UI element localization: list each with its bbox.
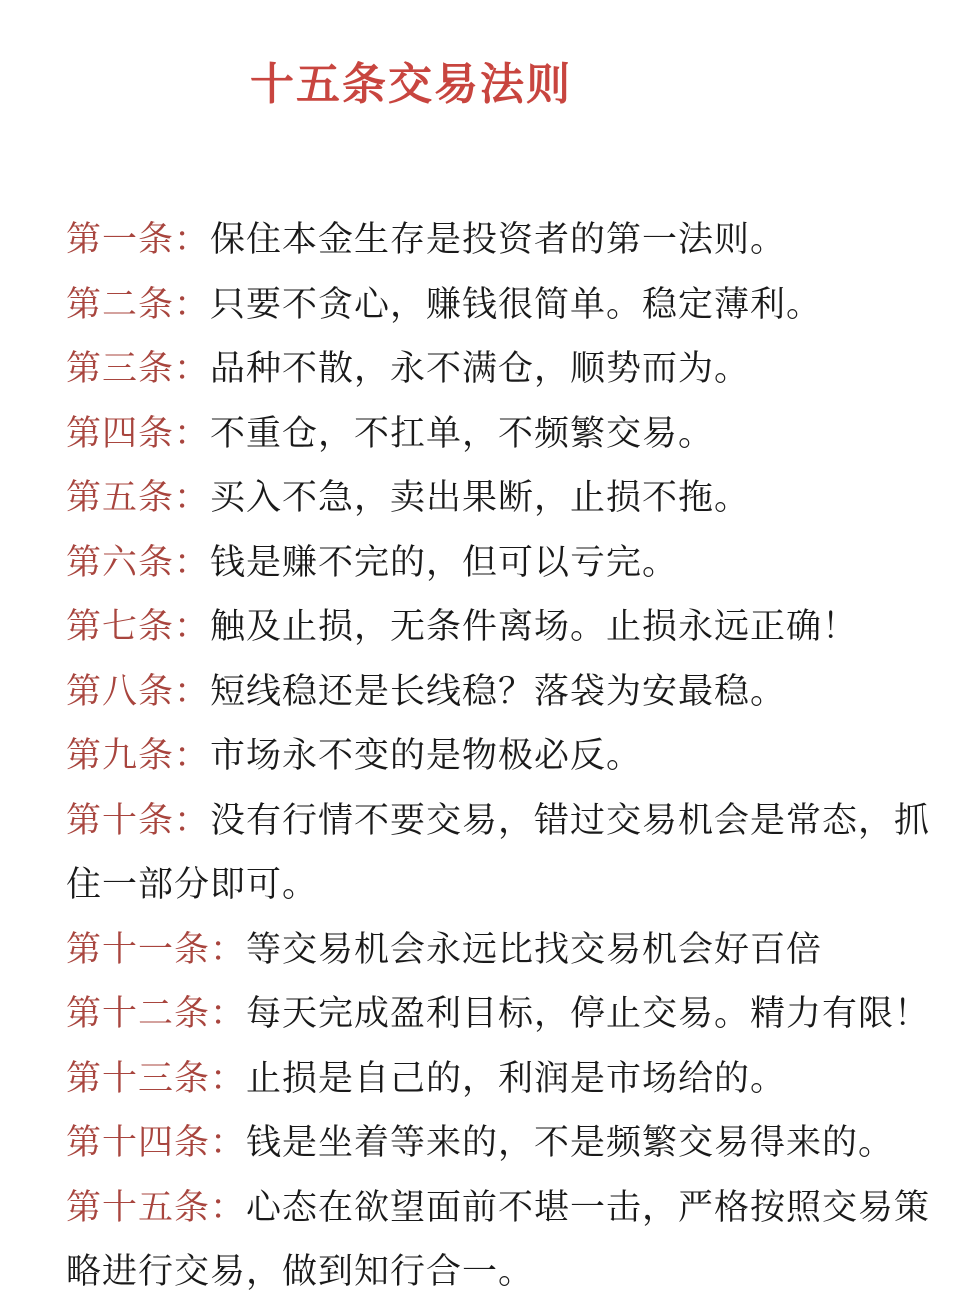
rule-item [66,982,946,1047]
rule-label: 第九条： [66,736,211,776]
page-title: 十五条交易法则 [250,59,572,110]
rule-label: 第十二条： [66,994,247,1034]
rule-text: 保住本金生存是投资者的第一法则。 [210,220,787,260]
rule-text: 等交易机会永远比找交易机会好百倍 [246,929,823,970]
rule-label: 第五条： [66,478,211,518]
rule-text: 市场永不变的是物极必反。 [210,736,643,776]
rule-item [66,208,946,273]
rule-item [66,1047,946,1112]
rule-label: 第十三条： [66,1058,247,1099]
rule-item [66,724,946,789]
rule-label: 第十一条： [66,929,247,970]
rule-text: 止损是自己的，利润是市场给的。 [246,1058,787,1099]
rule-text: 品种不散，永不满仓，顺势而为。 [210,349,751,389]
rule-text: 心态在欲望面前不堪一击，严格按照交易策略进行交易，做到知行合一。 [66,1187,931,1292]
rule-label: 第十四条： [66,1123,247,1163]
rule-text: 没有行情不要交易，错过交易机会是常态，抓住一部分即可。 [66,800,931,905]
rule-label: 第十五条： [66,1187,247,1228]
rule-item [66,531,946,596]
rule-item [66,402,946,467]
rule-text: 钱是赚不完的，但可以亏完。 [210,542,679,583]
rule-text: 每天完成盈利目标，停止交易。精力有限！ [246,994,931,1034]
rule-label: 第八条： [66,671,211,712]
rule-item [66,337,946,402]
rule-label: 第二条： [66,284,211,325]
rule-label: 第六条： [66,542,211,583]
rule-text: 短线稳还是长线稳？落袋为安最稳。 [210,671,787,712]
rule-item [66,660,946,725]
rule-text: 只要不贪心，赚钱很简单。稳定薄利。 [210,284,823,325]
rule-label: 第十条： [66,800,211,841]
rule-label: 第四条： [66,413,211,454]
rule-item [66,273,946,338]
rule-text: 不重仓，不扛单，不频繁交易。 [210,413,715,454]
rule-text: 触及止损，无条件离场。止损永远正确！ [210,607,859,647]
rule-text: 买入不急，卖出果断，止损不拖。 [210,478,751,518]
rule-item [66,1111,946,1176]
rule-item [66,789,946,918]
rule-item [66,595,946,660]
rules-list [66,208,946,1305]
rule-label: 第七条： [66,607,211,647]
rule-text: 钱是坐着等来的，不是频繁交易得来的。 [246,1123,895,1163]
rule-item [66,918,946,983]
rule-label: 第三条： [66,349,211,389]
rule-item [66,466,946,531]
rule-item [66,1176,946,1305]
rule-label: 第一条： [66,220,211,260]
